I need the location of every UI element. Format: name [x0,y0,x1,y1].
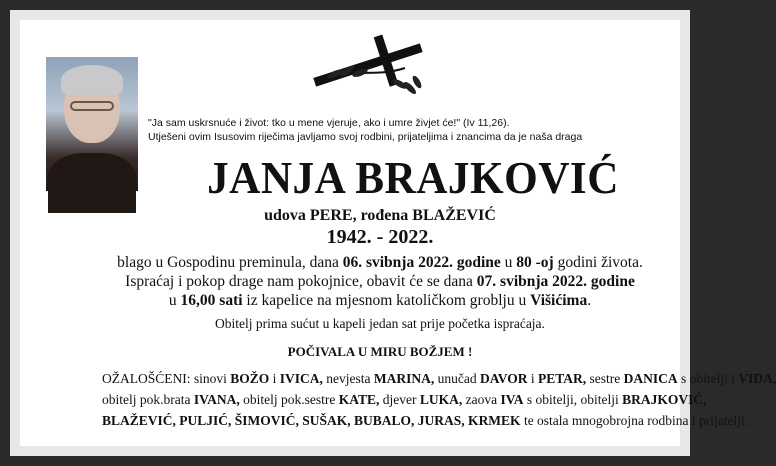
mourner-text-segment: MARINA, [373,371,435,386]
widow-of-line: udova PERE, rođena BLAŽEVIĆ [264,207,496,224]
condolence-note: Obitelj prima sućut u kapeli jedan sat prije početka ispraćaja. [215,316,545,331]
portrait-photo [46,57,138,191]
mourner-text-segment: VIDA, [738,371,776,386]
mourners-line-2 [102,392,707,408]
mourner-text-segment: DAVOR [480,371,528,386]
quote-line-1: "Ja sam uskrsnuće i život: tko u mene vjeruje, ako i umre živjet će!" (Iv 11,26). [148,117,510,129]
mourner-text-segment: KATE, [338,392,380,407]
deceased-name: JANJA BRAJKOVIĆ [207,152,619,203]
mourner-text-segment: IVICA, [279,371,323,386]
mourner-text-segment: BOŽO [230,371,270,386]
mourners-line-1 [102,371,776,387]
mourner-text-segment: LUKA, [419,392,463,407]
mourner-text-segment: obitelj pok.sestre [239,392,339,407]
mourner-text-segment: OŽALOŠĆENI: sinovi [102,371,231,386]
mourner-text-segment: zaova [462,392,501,407]
mourner-text-segment: DANICA [623,371,678,386]
mourner-text-segment: unučad [434,371,481,386]
mourner-text-segment: i [269,371,280,386]
mourner-text-segment: BRAJKOVIĆ, [622,392,707,407]
mourner-text-segment: s obitelji i [677,371,739,386]
mourner-text-segment: obitelj pok.brata [102,392,194,407]
quote-line-2: Utješeni ovim Isusovim riječima javljamo svoj rodbini, prijateljima i znancima da je naša draga [148,131,583,143]
mourner-text-segment: i [527,371,539,386]
funeral-date-line: Ispraćaj i pokop drage nam pokojnice, obavit će se dana 07. svibnja 2022. godine [125,273,635,290]
mourner-text-segment: nevjesta [322,371,374,386]
mourner-text-segment: BLAŽEVIĆ, PULJIĆ, ŠIMOVIĆ, SUŠAK, BUBALO, JURAS, KRMEK [102,413,521,428]
life-years: 1942. - 2022. [326,226,434,248]
scripture-quote [148,116,676,144]
mourner-text-segment: djever [379,392,420,407]
mourners-line-3 [102,413,749,429]
mourner-text-segment: sestre [586,371,624,386]
death-announcement: blago u Gospodinu preminula, dana 06. svibnja 2022. godine u 80 -oj godini života. [117,254,643,271]
mourner-text-segment: s obitelji, obitelji [523,392,623,407]
obituary-card [20,20,776,446]
mourner-text-segment: PETAR, [538,371,587,386]
mourner-text-segment: IVA [500,392,524,407]
cross-icon [305,38,435,100]
funeral-place-line: u 16,00 sati iz kapelice na mjesnom katoličkom groblju u Višićima. [168,292,592,309]
mourner-text-segment: IVANA, [193,392,240,407]
mourner-text-segment: te ostala mnogobrojna rodbina i prijatelji. [520,413,749,428]
rest-in-peace: POČIVALA U MIRU BOŽJEM ! [287,344,473,359]
